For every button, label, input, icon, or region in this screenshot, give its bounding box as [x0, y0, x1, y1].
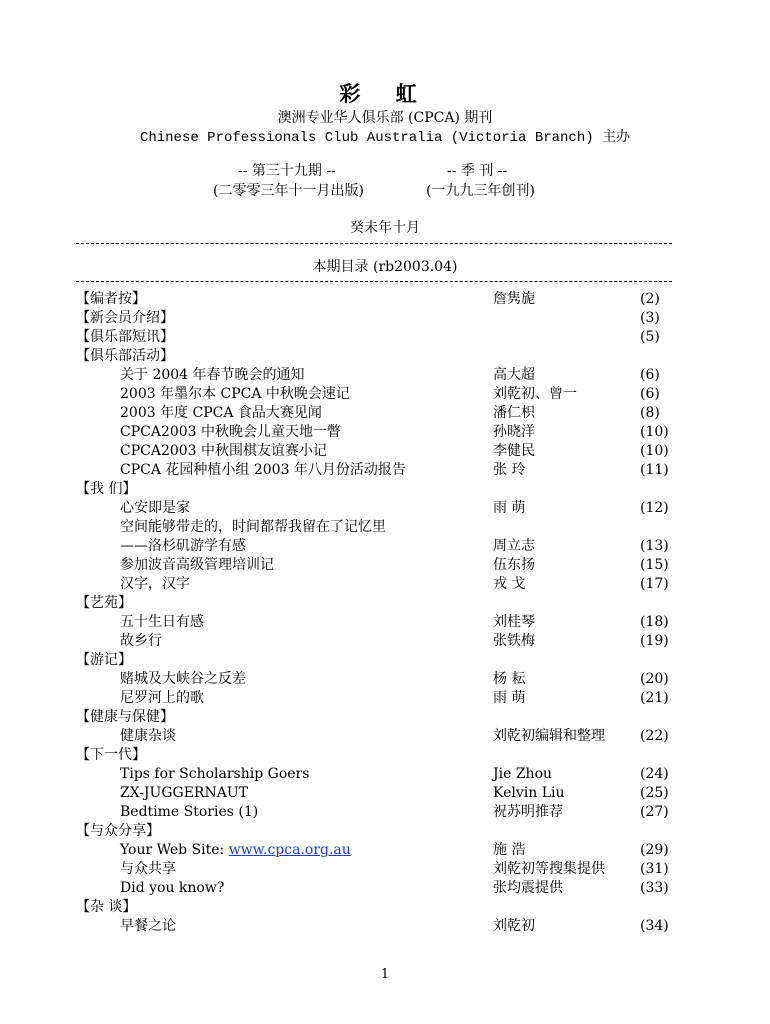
- toc-entry-title: Tips for Scholarship Goers: [120, 766, 310, 782]
- toc-entry-title: 故乡行: [120, 633, 162, 649]
- toc-section: [0, 480, 770, 499]
- toc-entry-title: 健康杂谈: [120, 728, 176, 744]
- toc-entry: [0, 366, 770, 385]
- toc-entry-author: 张 玲: [493, 462, 526, 478]
- toc-entry-page: (33): [640, 880, 669, 896]
- toc-entry: [0, 385, 770, 404]
- toc-entry: [0, 860, 770, 879]
- toc-entry: [0, 461, 770, 480]
- toc-entry: [0, 784, 770, 803]
- toc-entry-title: Did you know?: [120, 880, 225, 896]
- toc-entry-page: (31): [640, 861, 669, 877]
- toc-entry: [0, 841, 770, 860]
- toc-entry: [0, 499, 770, 518]
- toc-entry: [0, 803, 770, 822]
- toc-entry-page: (13): [640, 538, 669, 554]
- toc-entry-page: (22): [640, 728, 669, 744]
- toc-section: [0, 708, 770, 727]
- toc-entry-title: 2003 年度 CPCA 食品大赛见闻: [120, 405, 322, 421]
- toc-entry-title: CPCA2003 中秋晚会儿童天地一瞥: [120, 424, 342, 440]
- founded-date: (一九九三年创刊): [426, 183, 535, 199]
- issue-date: (二零零三年十一月出版): [213, 183, 364, 199]
- toc-entry-author: 戎 戈: [493, 576, 526, 592]
- toc-entry: [0, 917, 770, 936]
- toc-entry-page: (2): [640, 291, 660, 307]
- toc-entry-author: 刘桂琴: [493, 614, 535, 630]
- toc-entry-title: 【艺苑】: [76, 595, 132, 611]
- toc-entry: [0, 537, 770, 556]
- toc-entry-title: 【编者按】: [76, 291, 146, 307]
- publication-frequency: -- 季 刊 --: [447, 163, 508, 179]
- toc-section: [0, 822, 770, 841]
- toc-entry-title: 汉字，汉字: [120, 576, 190, 592]
- toc-entry-author: 祝苏明推荐: [493, 804, 563, 820]
- subtitle-english: Chinese Professionals Club Australia (Victoria Branch) 主办: [139, 130, 631, 146]
- toc-entry-title: CPCA 花园种植小组 2003 年八月份活动报告: [120, 462, 406, 478]
- toc-entry-title: 参加波音高级管理培训记: [120, 557, 274, 573]
- toc-entry-author: 张铁梅: [493, 633, 535, 649]
- toc-entry-title: Your Web Site: www.cpca.org.au: [120, 842, 351, 858]
- toc-entry-page: (3): [640, 310, 660, 326]
- toc-entry: [0, 727, 770, 746]
- toc-entry-title: 关于 2004 年春节晚会的通知: [120, 367, 305, 383]
- toc-entry-page: (10): [640, 424, 669, 440]
- toc-entry-title: 【俱乐部活动】: [76, 348, 174, 364]
- toc-entry-title: 五十生日有感: [120, 614, 204, 630]
- toc-entry-author: Jie Zhou: [493, 766, 553, 782]
- toc-entry-page: (34): [640, 918, 669, 934]
- toc-entry-title: 与众共享: [120, 861, 176, 877]
- toc-entry: [0, 689, 770, 708]
- toc-entry: [0, 556, 770, 575]
- toc-section: [0, 328, 770, 347]
- toc-section: [0, 290, 770, 309]
- toc-entry-title: 【杂 谈】: [76, 899, 137, 915]
- toc-entry: [0, 879, 770, 898]
- toc-entry-page: (19): [640, 633, 669, 649]
- toc-entry-author: 施 浩: [493, 842, 526, 858]
- toc-entry-title: 尼罗河上的歌: [120, 690, 204, 706]
- toc-entry-title: 2003 年墨尔本 CPCA 中秋晚会速记: [120, 386, 350, 402]
- toc-entry-page: (27): [640, 804, 669, 820]
- toc-entry-author: 周立志: [493, 538, 535, 554]
- lunar-date: 癸未年十月: [350, 220, 420, 236]
- toc-entry-title: 空间能够带走的，时间都帮我留在了记忆里: [120, 519, 386, 535]
- toc-entry-page: (25): [640, 785, 669, 801]
- toc-entry-author: 雨 萌: [493, 500, 526, 516]
- toc-entry-author: 刘乾初等搜集提供: [493, 861, 605, 877]
- toc-entry: [0, 518, 770, 537]
- toc-entry-title: 【俱乐部短讯】: [76, 329, 174, 345]
- toc-section: [0, 746, 770, 765]
- toc-entry-page: (17): [640, 576, 669, 592]
- toc-entry-page: (21): [640, 690, 669, 706]
- toc-entry: [0, 613, 770, 632]
- toc-entry-title: 【与众分享】: [76, 823, 160, 839]
- document-title: 彩 虹: [339, 81, 431, 106]
- toc-entry-page: (18): [640, 614, 669, 630]
- toc-section: [0, 347, 770, 366]
- page-number: 1: [380, 967, 390, 982]
- toc-entry-author: 刘乾初: [493, 918, 535, 934]
- toc-entry-author: 李健民: [493, 443, 535, 459]
- toc-entry-title: 【健康与保健】: [76, 709, 174, 725]
- toc-entry: [0, 442, 770, 461]
- issue-number: -- 第三十九期 --: [238, 163, 336, 179]
- toc-entry-title: 【游记】: [76, 652, 132, 668]
- toc-entry-title: ——洛杉矶游学有感: [120, 538, 246, 554]
- toc-entry-page: (6): [640, 367, 660, 383]
- dashed-divider-bottom: [76, 281, 672, 282]
- toc-entry-author: 杨 耘: [493, 671, 526, 687]
- toc-entry-author: 雨 萌: [493, 690, 526, 706]
- dashed-divider-top: [76, 243, 672, 244]
- toc-entry-title: Bedtime Stories (1): [120, 804, 259, 820]
- toc-entry-author: 张均震提供: [493, 880, 563, 896]
- toc-entry-page: (5): [640, 329, 660, 345]
- toc-section: [0, 309, 770, 328]
- toc-entry-title: ZX-JUGGERNAUT: [120, 785, 248, 801]
- toc-section: [0, 651, 770, 670]
- toc-entry: [0, 575, 770, 594]
- toc-entry-author: 刘乾初、曾一: [493, 386, 577, 402]
- toc-entry-author: 詹隽旎: [493, 291, 535, 307]
- website-link[interactable]: www.cpca.org.au: [228, 842, 351, 858]
- toc-section: [0, 898, 770, 917]
- toc-entry-author: 孙晓洋: [493, 424, 535, 440]
- toc-entry-title: 早餐之论: [120, 918, 176, 934]
- toc-entry: [0, 632, 770, 651]
- toc-entry-title: CPCA2003 中秋围棋友谊赛小记: [120, 443, 328, 459]
- toc-entry-author: 刘乾初编辑和整理: [493, 728, 605, 744]
- toc-entry-page: (6): [640, 386, 660, 402]
- toc-entry-page: (10): [640, 443, 669, 459]
- toc-entry-page: (12): [640, 500, 669, 516]
- toc-entry-author: 高大超: [493, 367, 535, 383]
- toc-entry-author: 潘仁枳: [493, 405, 535, 421]
- toc-entry: [0, 404, 770, 423]
- toc-entry-author: 伍东扬: [493, 557, 535, 573]
- toc-entry-title: 赌城及大峡谷之反差: [120, 671, 246, 687]
- toc-entry-title: 心安即是家: [120, 500, 190, 516]
- toc-entry: [0, 765, 770, 784]
- toc-entry-page: (11): [640, 462, 669, 478]
- toc-entry-title: 【下一代】: [76, 747, 146, 763]
- toc-entry: [0, 670, 770, 689]
- toc-section: [0, 594, 770, 613]
- toc-entry-page: (24): [640, 766, 669, 782]
- toc-entry-page: (20): [640, 671, 669, 687]
- toc-heading: 本期目录 (rb2003.04): [312, 259, 458, 275]
- toc-entry-page: (29): [640, 842, 669, 858]
- toc-entry-page: (15): [640, 557, 669, 573]
- subtitle-chinese: 澳洲专业华人俱乐部 (CPCA) 期刊: [277, 110, 493, 126]
- toc-entry-page: (8): [640, 405, 660, 421]
- toc-entry: [0, 423, 770, 442]
- table-of-contents: [0, 290, 770, 936]
- toc-entry-title: 【我 们】: [76, 481, 137, 497]
- toc-entry-title: 【新会员介绍】: [76, 310, 174, 326]
- toc-entry-author: Kelvin Liu: [493, 785, 565, 801]
